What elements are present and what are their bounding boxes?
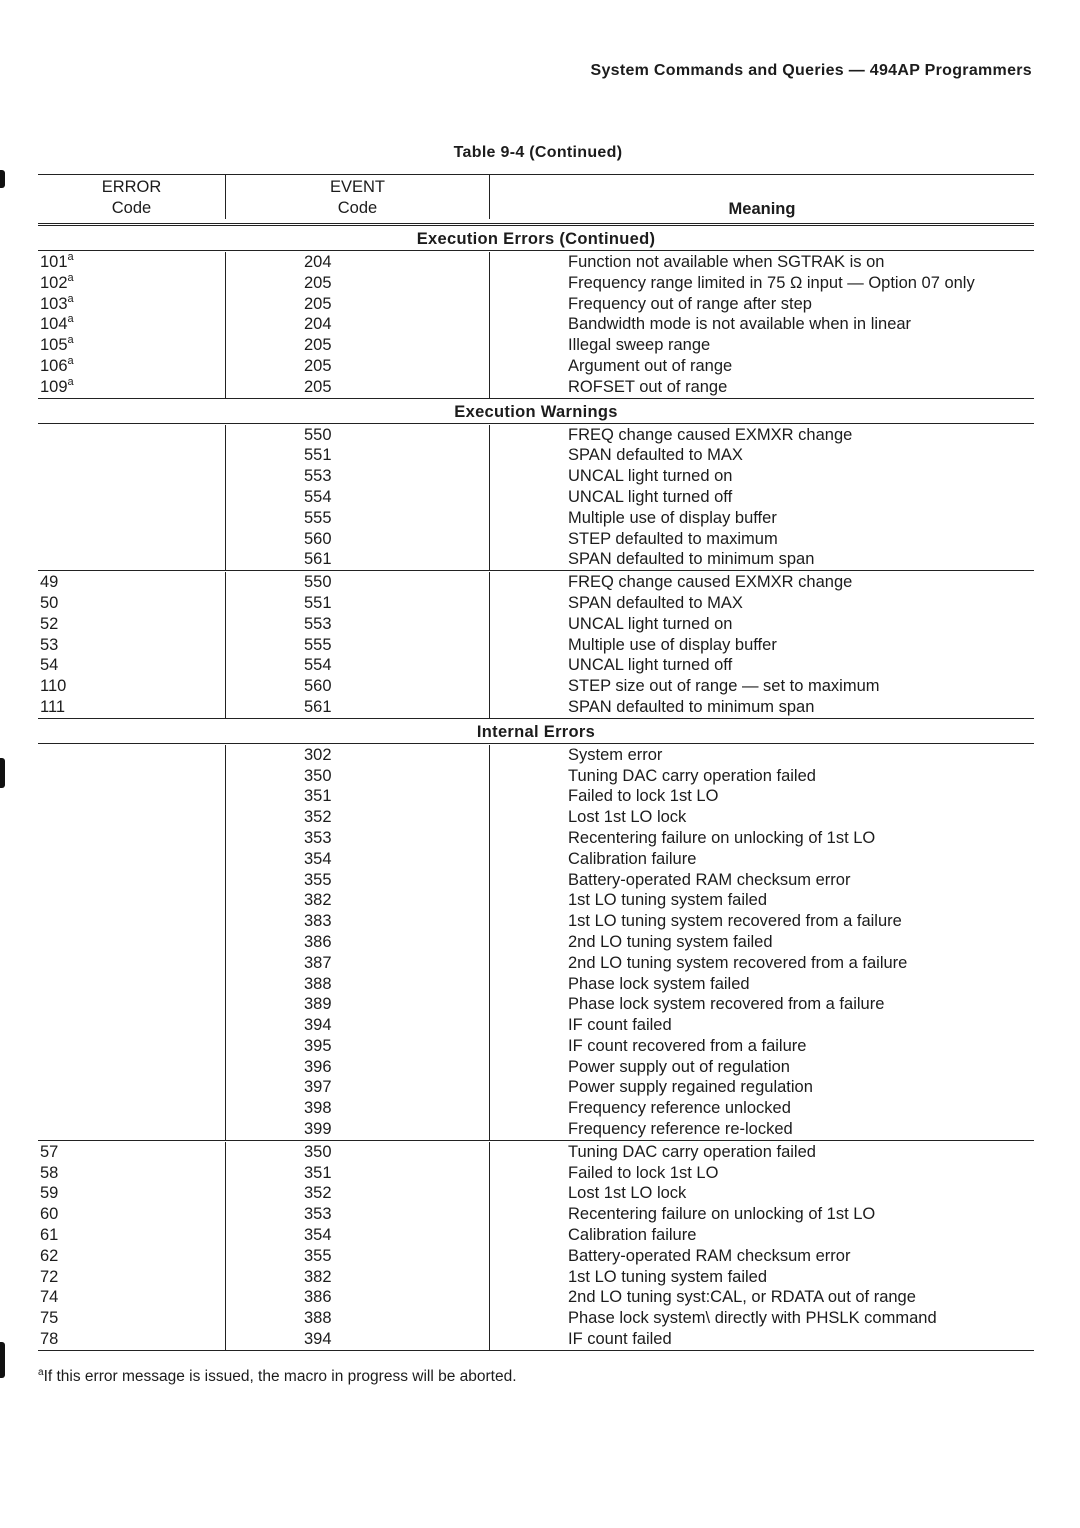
meaning-cell: Recentering failure on unlocking of 1st LO — [568, 1205, 876, 1224]
event-code-cell: 551 — [226, 445, 490, 466]
table-row — [38, 676, 1034, 697]
meaning-cell: Phase lock system\ directly with PHSLK command — [568, 1309, 937, 1328]
meaning-cell: Battery-operated RAM checksum error — [568, 870, 851, 889]
event-code-cell: 550 — [226, 425, 490, 446]
table-column-header — [38, 174, 1034, 226]
error-code: 53 — [40, 635, 59, 654]
table-row — [38, 1204, 1034, 1225]
table-row — [38, 1119, 1034, 1140]
event-code-cell: 355 — [226, 1246, 490, 1267]
meaning-cell: IF count failed — [568, 1330, 672, 1349]
meaning-header: Meaning — [728, 200, 796, 218]
table-title: Table 9-4 (Continued) — [453, 144, 623, 161]
table-body — [38, 226, 1034, 1351]
error-code-cell — [38, 273, 226, 294]
event-code-cell: 554 — [226, 487, 490, 508]
error-code-cell — [38, 697, 226, 718]
event-code-cell: 555 — [226, 508, 490, 529]
meaning-cell: Power supply regained regulation — [568, 1078, 813, 1097]
footnote — [38, 1368, 517, 1386]
event-code-header: EVENT Code — [226, 175, 490, 219]
error-code: 59 — [40, 1184, 59, 1203]
error-code-cell — [38, 1183, 226, 1204]
table-row — [38, 655, 1034, 676]
meaning-cell: Argument out of range — [568, 356, 733, 375]
event-code-cell: 387 — [226, 953, 490, 974]
footnote-ref: a — [67, 375, 74, 388]
error-code-cell — [38, 932, 226, 953]
event-code-cell: 354 — [226, 1225, 490, 1246]
error-code: 57 — [40, 1142, 59, 1161]
table-row — [38, 1267, 1034, 1288]
row-group — [38, 572, 1034, 719]
table-row — [38, 1142, 1034, 1163]
meaning-cell: ROFSET out of range — [568, 377, 728, 396]
event-code-cell: 551 — [226, 593, 490, 614]
event-code-cell: 388 — [226, 1308, 490, 1329]
table-row — [38, 1287, 1034, 1308]
error-code: 54 — [40, 656, 59, 675]
error-code-cell — [38, 1246, 226, 1267]
error-code-cell — [38, 356, 226, 377]
event-code-cell: 302 — [226, 745, 490, 766]
event-code-cell: 205 — [226, 335, 490, 356]
table-row — [38, 294, 1034, 315]
error-code: 62 — [40, 1246, 59, 1265]
error-code-cell — [38, 377, 226, 398]
meaning-cell: Failed to lock 1st LO — [568, 787, 719, 806]
error-code-cell — [38, 252, 226, 273]
meaning-cell: 2nd LO tuning system failed — [568, 932, 773, 951]
event-code-cell: 560 — [226, 529, 490, 550]
error-code-cell — [38, 786, 226, 807]
section-title: Execution Errors (Continued) — [38, 226, 1034, 251]
error-code: 78 — [40, 1330, 59, 1349]
event-code-cell: 389 — [226, 994, 490, 1015]
error-code-cell — [38, 1204, 226, 1225]
table-row — [38, 1329, 1034, 1350]
error-code: 110 — [40, 677, 67, 696]
error-code-cell — [38, 676, 226, 697]
meaning-cell: Tuning DAC carry operation failed — [568, 766, 816, 785]
table-row — [38, 697, 1034, 718]
event-code-cell: 396 — [226, 1057, 490, 1078]
event-code-cell: 355 — [226, 870, 490, 891]
table-row — [38, 614, 1034, 635]
event-code-cell: 553 — [226, 614, 490, 635]
event-code-cell: 554 — [226, 655, 490, 676]
error-code-cell — [38, 593, 226, 614]
meaning-cell: FREQ change caused EXMXR change — [568, 425, 853, 444]
table-row — [38, 828, 1034, 849]
section-title: Internal Errors — [38, 719, 1034, 744]
table-row — [38, 1183, 1034, 1204]
table-row — [38, 445, 1034, 466]
meaning-cell: Phase lock system failed — [568, 974, 750, 993]
meaning-cell: Lost 1st LO lock — [568, 1184, 687, 1203]
error-code-cell — [38, 911, 226, 932]
table-row — [38, 911, 1034, 932]
error-code-cell — [38, 1098, 226, 1119]
table-row — [38, 314, 1034, 335]
table-row — [38, 1246, 1034, 1267]
page-header: System Commands and Queries — 494AP Programmers — [590, 62, 1032, 79]
error-code-cell — [38, 1057, 226, 1078]
footnote-ref: a — [67, 334, 74, 347]
meaning-cell: Tuning DAC carry operation failed — [568, 1142, 816, 1161]
table-row — [38, 1036, 1034, 1057]
table-row — [38, 745, 1034, 766]
table-row — [38, 549, 1034, 570]
event-code-cell: 397 — [226, 1077, 490, 1098]
table-row — [38, 529, 1034, 550]
event-code-cell: 353 — [226, 1204, 490, 1225]
table-row — [38, 487, 1034, 508]
meaning-cell: SPAN defaulted to minimum span — [568, 550, 815, 569]
footnote-mark: a — [38, 1367, 44, 1378]
binder-hole-mark — [0, 758, 5, 788]
error-code-cell — [38, 974, 226, 995]
meaning-cell: Failed to lock 1st LO — [568, 1163, 719, 1182]
meaning-cell: UNCAL light turned on — [568, 614, 733, 633]
table-row — [38, 572, 1034, 593]
row-group — [38, 425, 1034, 572]
table-row — [38, 994, 1034, 1015]
event-code-cell: 553 — [226, 466, 490, 487]
error-code-cell — [38, 508, 226, 529]
event-code-cell: 382 — [226, 890, 490, 911]
event-code-cell: 351 — [226, 786, 490, 807]
error-code-cell — [38, 1142, 226, 1163]
error-code: 111 — [40, 697, 66, 716]
error-code-cell — [38, 655, 226, 676]
error-code-cell — [38, 870, 226, 891]
meaning-cell: UNCAL light turned on — [568, 467, 733, 486]
error-code-cell — [38, 614, 226, 635]
meaning-cell: UNCAL light turned off — [568, 487, 733, 506]
event-code-cell: 205 — [226, 377, 490, 398]
table-row — [38, 425, 1034, 446]
error-code: 106 — [40, 356, 68, 375]
error-code-cell — [38, 529, 226, 550]
table-row — [38, 890, 1034, 911]
table-row — [38, 1163, 1034, 1184]
meaning-cell: Frequency reference unlocked — [568, 1099, 791, 1118]
table-row — [38, 377, 1034, 398]
table-row — [38, 766, 1034, 787]
error-code: 61 — [40, 1226, 59, 1245]
error-code-cell — [38, 1119, 226, 1140]
error-code-cell — [38, 466, 226, 487]
error-code-cell — [38, 1015, 226, 1036]
error-code-cell — [38, 1287, 226, 1308]
event-code-cell: 205 — [226, 273, 490, 294]
meaning-cell: Bandwidth mode is not available when in linear — [568, 315, 912, 334]
table-row — [38, 1077, 1034, 1098]
table-row — [38, 252, 1034, 273]
meaning-cell: System error — [568, 745, 663, 764]
error-code: 104 — [40, 315, 68, 334]
event-code-cell: 352 — [226, 807, 490, 828]
binder-hole-mark — [0, 1342, 5, 1378]
event-code-cell: 382 — [226, 1267, 490, 1288]
error-code: 101 — [40, 253, 68, 271]
meaning-cell: Frequency range limited in 75 Ω input — Option 07 only — [568, 273, 975, 292]
meaning-cell: Calibration failure — [568, 1226, 697, 1245]
meaning-cell: STEP defaulted to maximum — [568, 529, 778, 548]
error-code-cell — [38, 1225, 226, 1246]
meaning-cell: Illegal sweep range — [568, 336, 711, 355]
event-code-cell: 383 — [226, 911, 490, 932]
event-code-cell: 350 — [226, 1142, 490, 1163]
event-code-cell: 204 — [226, 252, 490, 273]
event-code-cell: 561 — [226, 697, 490, 718]
binder-hole-mark — [0, 170, 5, 188]
event-code-cell: 388 — [226, 974, 490, 995]
error-code-cell — [38, 1329, 226, 1350]
event-code-cell: 561 — [226, 549, 490, 570]
event-code-cell: 204 — [226, 314, 490, 335]
footnote-ref: a — [67, 271, 74, 284]
meaning-cell: Frequency reference re-locked — [568, 1120, 793, 1139]
row-group — [38, 745, 1034, 1141]
event-code-cell: 353 — [226, 828, 490, 849]
event-code-cell: 386 — [226, 1287, 490, 1308]
section-title: Execution Warnings — [38, 399, 1034, 424]
error-code-cell — [38, 549, 226, 570]
meaning-cell: SPAN defaulted to MAX — [568, 593, 743, 612]
error-code-cell — [38, 890, 226, 911]
event-code-cell: 394 — [226, 1329, 490, 1350]
error-code-cell — [38, 1077, 226, 1098]
meaning-cell: IF count failed — [568, 1016, 672, 1035]
error-code-cell — [38, 1036, 226, 1057]
meaning-cell: SPAN defaulted to minimum span — [568, 697, 815, 716]
table-row — [38, 974, 1034, 995]
table-row — [38, 508, 1034, 529]
meaning-cell: Multiple use of display buffer — [568, 508, 777, 527]
event-code-cell: 395 — [226, 1036, 490, 1057]
row-group — [38, 252, 1034, 399]
table-row — [38, 849, 1034, 870]
error-code-cell — [38, 335, 226, 356]
error-code: 50 — [40, 593, 59, 612]
error-table — [38, 174, 1034, 1351]
event-code-cell: 354 — [226, 849, 490, 870]
meaning-cell: 1st LO tuning system failed — [568, 1267, 768, 1286]
table-row — [38, 593, 1034, 614]
error-code: 103 — [40, 294, 68, 313]
error-code-cell — [38, 635, 226, 656]
error-code-cell — [38, 828, 226, 849]
error-code: 74 — [40, 1288, 59, 1307]
table-row — [38, 807, 1034, 828]
meaning-cell: Multiple use of display buffer — [568, 635, 777, 654]
footnote-text: If this error message is issued, the macro in progress will be aborted. — [43, 1368, 517, 1385]
table-row — [38, 932, 1034, 953]
meaning-cell: FREQ change caused EXMXR change — [568, 573, 853, 592]
table-row — [38, 1015, 1034, 1036]
table-row — [38, 635, 1034, 656]
table-row — [38, 953, 1034, 974]
error-code: 102 — [40, 273, 68, 292]
meaning-cell: 2nd LO tuning syst:CAL, or RDATA out of range — [568, 1288, 916, 1307]
event-code-cell: 394 — [226, 1015, 490, 1036]
event-code-cell: 560 — [226, 676, 490, 697]
error-code: 105 — [40, 336, 68, 355]
error-code-cell — [38, 445, 226, 466]
error-code: 75 — [40, 1309, 59, 1328]
error-code: 109 — [40, 377, 68, 396]
event-code-cell: 350 — [226, 766, 490, 787]
error-code: 52 — [40, 614, 59, 633]
error-code-cell — [38, 766, 226, 787]
event-code-cell: 205 — [226, 356, 490, 377]
meaning-cell: Battery-operated RAM checksum error — [568, 1246, 851, 1265]
meaning-cell: Lost 1st LO lock — [568, 808, 687, 827]
error-code-cell — [38, 487, 226, 508]
meaning-cell: Calibration failure — [568, 849, 697, 868]
error-code: 72 — [40, 1267, 59, 1286]
event-code-cell: 205 — [226, 294, 490, 315]
event-code-cell: 555 — [226, 635, 490, 656]
meaning-cell: Recentering failure on unlocking of 1st LO — [568, 828, 876, 847]
error-code-cell — [38, 572, 226, 593]
meaning-cell: Frequency out of range after step — [568, 294, 812, 313]
row-group — [38, 1142, 1034, 1351]
error-code: 58 — [40, 1163, 59, 1182]
event-code-cell: 550 — [226, 572, 490, 593]
table-row — [38, 356, 1034, 377]
error-code-cell — [38, 1267, 226, 1288]
table-row — [38, 1098, 1034, 1119]
error-code-cell — [38, 314, 226, 335]
error-code: 60 — [40, 1205, 59, 1224]
event-code-cell: 399 — [226, 1119, 490, 1140]
meaning-cell: 1st LO tuning system failed — [568, 891, 768, 910]
table-row — [38, 335, 1034, 356]
error-code-cell — [38, 1163, 226, 1184]
table-row — [38, 1225, 1034, 1246]
meaning-cell: STEP size out of range — set to maximum — [568, 677, 880, 696]
meaning-cell: SPAN defaulted to MAX — [568, 446, 743, 465]
error-code-cell — [38, 849, 226, 870]
meaning-cell: 2nd LO tuning system recovered from a failure — [568, 953, 908, 972]
meaning-cell: Phase lock system recovered from a failure — [568, 995, 885, 1014]
table-row — [38, 1308, 1034, 1329]
meaning-cell: UNCAL light turned off — [568, 656, 733, 675]
table-row — [38, 273, 1034, 294]
error-code-cell — [38, 745, 226, 766]
footnote-ref: a — [67, 313, 74, 326]
error-code-cell — [38, 1308, 226, 1329]
error-code-cell — [38, 294, 226, 315]
error-code-cell — [38, 953, 226, 974]
event-code-cell: 386 — [226, 932, 490, 953]
meaning-cell: IF count recovered from a failure — [568, 1036, 807, 1055]
error-code: 49 — [40, 573, 59, 592]
meaning-cell: Function not available when SGTRAK is on — [568, 253, 885, 271]
table-row — [38, 466, 1034, 487]
error-code-cell — [38, 425, 226, 446]
event-code-cell: 351 — [226, 1163, 490, 1184]
meaning-cell: Power supply out of regulation — [568, 1057, 790, 1076]
error-code-cell — [38, 807, 226, 828]
footnote-ref: a — [67, 354, 74, 367]
meaning-cell: 1st LO tuning system recovered from a failure — [568, 912, 902, 931]
error-code-header: ERROR Code — [38, 175, 226, 219]
table-row — [38, 870, 1034, 891]
table-row — [38, 1057, 1034, 1078]
footnote-ref: a — [67, 292, 74, 305]
event-code-cell: 398 — [226, 1098, 490, 1119]
error-code-cell — [38, 994, 226, 1015]
footnote-ref: a — [67, 251, 74, 263]
event-code-cell: 352 — [226, 1183, 490, 1204]
table-row — [38, 786, 1034, 807]
